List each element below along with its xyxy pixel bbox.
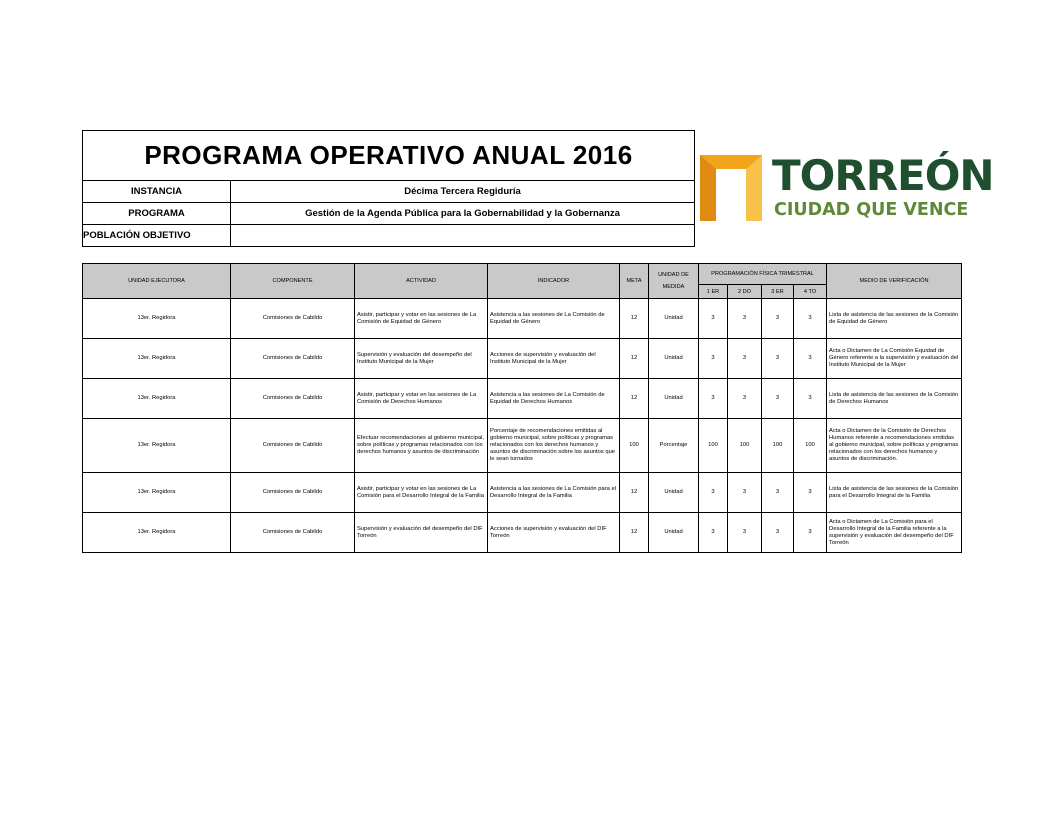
cell-medida: Porcentaje [649, 419, 699, 473]
cell-componente: Comisiones de Cabildo [231, 299, 355, 339]
instancia-label: INSTANCIA [83, 181, 231, 203]
cell-medio: Acta o Dictamen de La Comisión Equidad de Género referente a la supervisión y evaluación del Instituto Municipal de la Mujer [827, 339, 962, 379]
logo-wordmark: TORREÓN [772, 151, 994, 200]
table-row [83, 379, 962, 419]
cell-componente: Comisiones de Cabildo [231, 339, 355, 379]
torreon-logo [700, 151, 994, 221]
cell-actividad: Supervisión y evaluación del desempeño del DIF Torreón [355, 513, 488, 553]
col-header-indicador: INDICADOR [488, 264, 620, 299]
cell-q2: 100 [728, 419, 762, 473]
cell-actividad: Asistir, participar y votar en las sesiones de La Comisión de Derechos Humanos [355, 379, 488, 419]
cell-q4: 3 [794, 379, 827, 419]
poblacion-value [231, 225, 695, 247]
cell-actividad: Supervisión y evaluación del desempeño del Instituto Municipal de la Mujer [355, 339, 488, 379]
cell-medida: Unidad [649, 513, 699, 553]
cell-actividad: Efectuar recomendaciones al gobierno municipal, sobre políticas y programas relacionados con los derechos humanos y asuntos de discriminación [355, 419, 488, 473]
cell-unidad: 13er. Regidora [83, 419, 231, 473]
table-row [83, 513, 962, 553]
page-title: PROGRAMA OPERATIVO ANUAL 2016 [83, 131, 695, 181]
cell-q2: 3 [728, 339, 762, 379]
cell-q3: 100 [762, 419, 794, 473]
col-header-actividad: ACTIVIDAD [355, 264, 488, 299]
cell-meta: 12 [620, 299, 649, 339]
cell-medio: Acta o Dictamen de La Comisión para el Desarrollo Integral de la Familia referente a la supervisión y evaluación del desempeño del DIF Torreón [827, 513, 962, 553]
table-row [83, 299, 962, 339]
cell-q1: 3 [699, 473, 728, 513]
col-header-programacion: PROGRAMACIÓN FÍSICA TRIMESTRAL [699, 264, 827, 285]
cell-q4: 100 [794, 419, 827, 473]
col-header-unidad-medida: UNIDAD DE MEDIDA [649, 264, 699, 299]
cell-medio: Lista de asistencia de las sesiones de la Comisión para el Desarrollo Integral de la Familia [827, 473, 962, 513]
cell-medio: Lista de asistencia de las sesiones de la Comisión de Equidad de Género [827, 299, 962, 339]
programa-value: Gestión de la Agenda Pública para la Gobernabilidad y la Gobernanza [231, 203, 695, 225]
cell-q4: 3 [794, 513, 827, 553]
cell-meta: 12 [620, 379, 649, 419]
cell-q1: 100 [699, 419, 728, 473]
cell-meta: 12 [620, 339, 649, 379]
cell-unidad: 13er. Regidora [83, 513, 231, 553]
cell-meta: 100 [620, 419, 649, 473]
cell-meta: 12 [620, 513, 649, 553]
col-header-medio: MEDIO DE VERIFICACIÓN [827, 264, 962, 299]
cell-actividad: Asistir, participar y votar en las sesiones de La Comisión de Equidad de Género [355, 299, 488, 339]
cell-q3: 3 [762, 379, 794, 419]
cell-q4: 3 [794, 299, 827, 339]
cell-q1: 3 [699, 379, 728, 419]
cell-indicador: Asistencia a las sesiones de La Comisión para el Desarrollo Integral de la Familia [488, 473, 620, 513]
cell-q3: 3 [762, 513, 794, 553]
cell-q2: 3 [728, 513, 762, 553]
program-table [82, 263, 962, 553]
cell-indicador: Asistencia a las sesiones de La Comisión de Equidad de Género [488, 299, 620, 339]
cell-componente: Comisiones de Cabildo [231, 473, 355, 513]
cell-componente: Comisiones de Cabildo [231, 379, 355, 419]
programa-label: PROGRAMA [83, 203, 231, 225]
logo-tagline: CIUDAD QUE VENCE [774, 200, 969, 220]
cell-indicador: Acciones de supervisión y evaluación del DIF Torreón [488, 513, 620, 553]
cell-unidad: 13er. Regidora [83, 299, 231, 339]
cell-unidad: 13er. Regidora [83, 379, 231, 419]
cell-q4: 3 [794, 473, 827, 513]
col-header-q3: 3 ER [762, 285, 794, 299]
cell-medio: Acta o Dictamen de la Comisión de Derechos Humanos referente a recomendaciones emitidas al gobierno municipal, sobre políticas y programas relacionados con los derechos humanos y asuntos de discriminación. [827, 419, 962, 473]
cell-q1: 3 [699, 299, 728, 339]
cell-q2: 3 [728, 473, 762, 513]
cell-unidad: 13er. Regidora [83, 473, 231, 513]
cell-medio: Lista de asistencia de las sesiones de la Comisión de Derechos Humanos [827, 379, 962, 419]
torreon-mark-icon [700, 155, 762, 221]
cell-componente: Comisiones de Cabildo [231, 513, 355, 553]
cell-indicador: Asistencia a las sesiones de La Comisión de Equidad de Derechos Humanos [488, 379, 620, 419]
header-table [82, 130, 695, 247]
cell-q4: 3 [794, 339, 827, 379]
cell-indicador: Porcentaje de recomendaciones emitidas al gobierno municipal, sobre políticas y programas relacionados con los derechos humanos y asuntos de discriminación sobre los asuntos que le sean turnados [488, 419, 620, 473]
cell-componente: Comisiones de Cabildo [231, 419, 355, 473]
cell-medida: Unidad [649, 299, 699, 339]
instancia-value: Décima Tercera Regiduría [231, 181, 695, 203]
col-header-unidad-ejecutora: UNIDAD EJECUTORA [83, 264, 231, 299]
col-header-q1: 1 ER [699, 285, 728, 299]
col-header-q2: 2 DO [728, 285, 762, 299]
cell-medida: Unidad [649, 379, 699, 419]
cell-q3: 3 [762, 473, 794, 513]
col-header-meta: META [620, 264, 649, 299]
cell-q1: 3 [699, 339, 728, 379]
cell-medida: Unidad [649, 473, 699, 513]
poblacion-label: POBLACIÓN OBJETIVO [83, 225, 231, 247]
cell-indicador: Acciones de supervisión y evaluación del Instituto Municipal de la Mujer [488, 339, 620, 379]
cell-meta: 12 [620, 473, 649, 513]
cell-q3: 3 [762, 339, 794, 379]
table-row [83, 339, 962, 379]
cell-q3: 3 [762, 299, 794, 339]
table-row [83, 419, 962, 473]
table-row [83, 473, 962, 513]
col-header-q4: 4 TO [794, 285, 827, 299]
cell-actividad: Asistir, participar y votar en las sesiones de La Comisión para el Desarrollo Integral de la Familia [355, 473, 488, 513]
cell-q1: 3 [699, 513, 728, 553]
col-header-componente: COMPONENTE [231, 264, 355, 299]
cell-q2: 3 [728, 299, 762, 339]
cell-q2: 3 [728, 379, 762, 419]
cell-unidad: 13er. Regidora [83, 339, 231, 379]
cell-medida: Unidad [649, 339, 699, 379]
